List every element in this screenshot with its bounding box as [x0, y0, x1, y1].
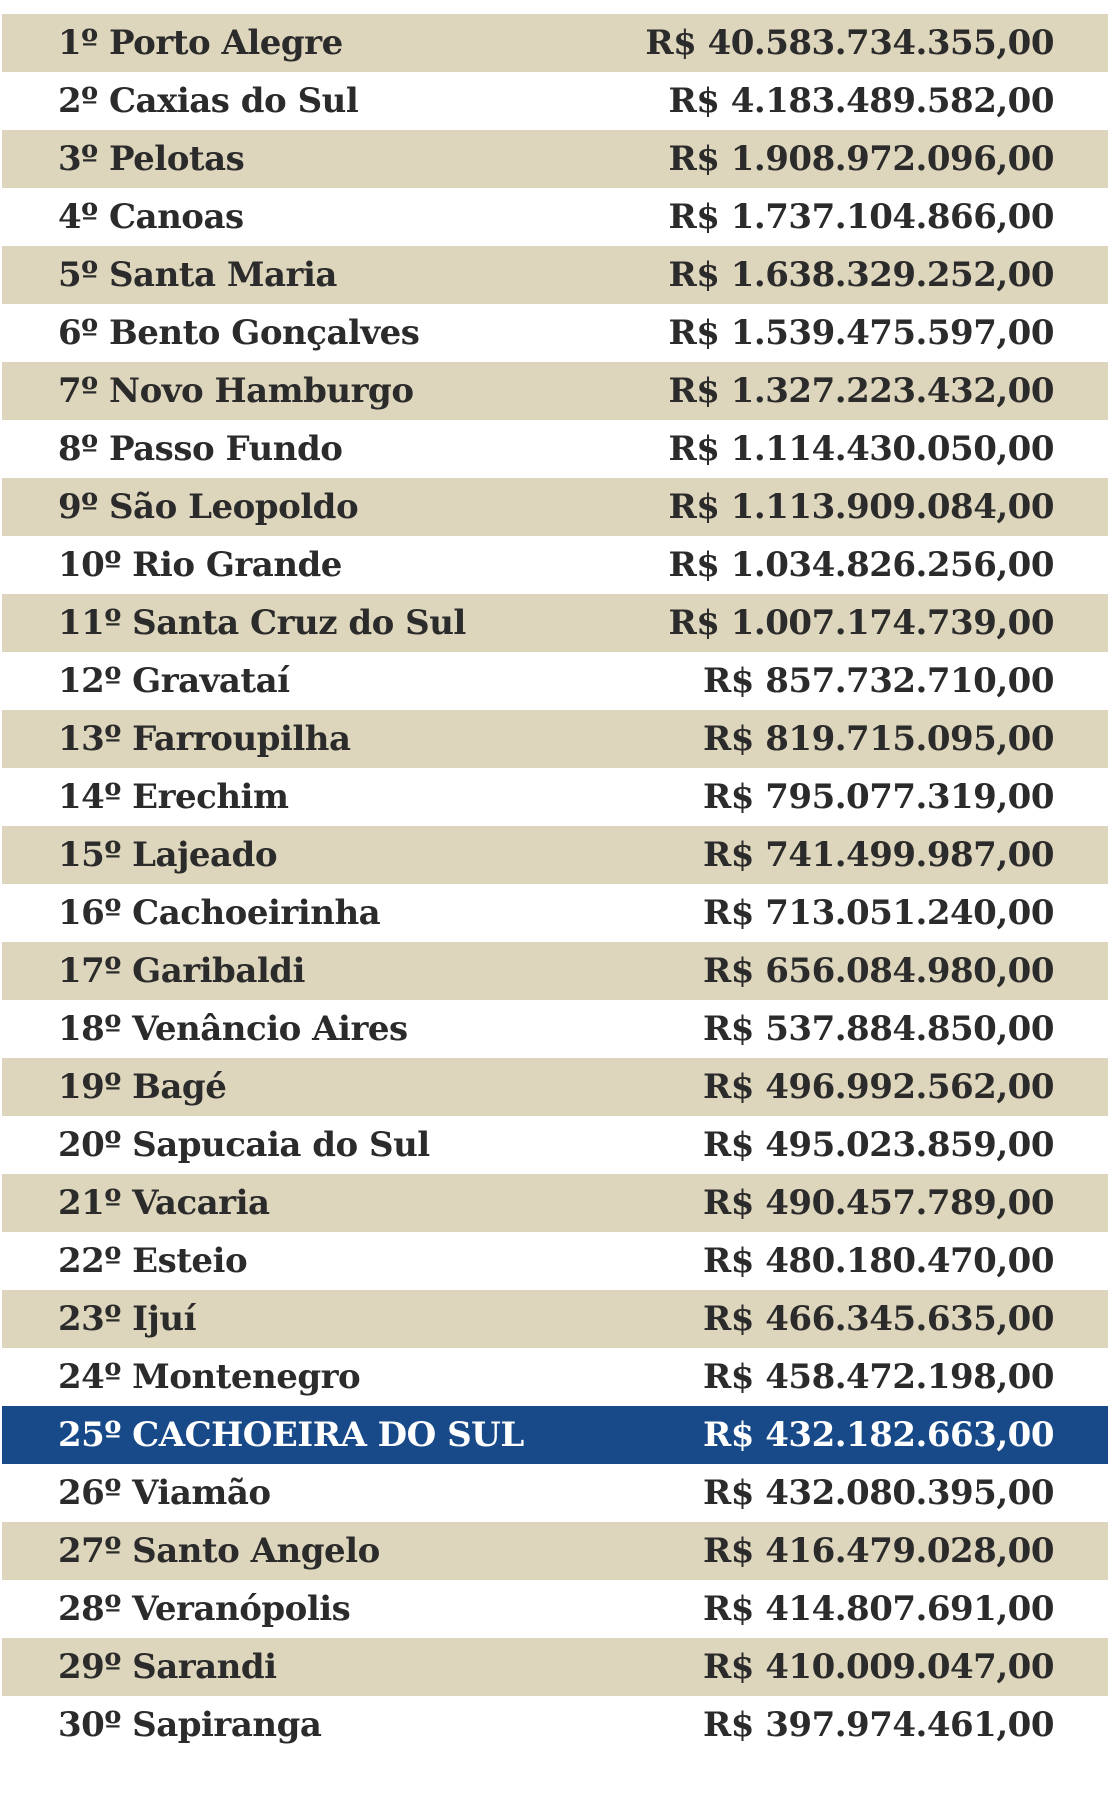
city-name: 24º Montenegro [58, 1357, 361, 1397]
city-value: R$ 40.583.734.355,00 [645, 23, 1054, 63]
city-value: R$ 1.114.430.050,00 [668, 429, 1054, 469]
city-name: 8º Passo Fundo [58, 429, 343, 469]
city-name: 13º Farroupilha [58, 719, 351, 759]
city-value: R$ 416.479.028,00 [703, 1531, 1054, 1571]
city-value: R$ 432.182.663,00 [703, 1415, 1054, 1455]
city-value: R$ 414.807.691,00 [703, 1589, 1054, 1629]
table-row [2, 652, 1108, 710]
table-row [2, 130, 1108, 188]
city-name: 29º Sarandi [58, 1647, 277, 1687]
city-name: 30º Sapiranga [58, 1705, 322, 1745]
city-name: 28º Veranópolis [58, 1589, 351, 1629]
city-name: 27º Santo Angelo [58, 1531, 380, 1571]
city-name: 16º Cachoeirinha [58, 893, 381, 933]
city-name: 9º São Leopoldo [58, 487, 359, 527]
city-name: 7º Novo Hamburgo [58, 371, 414, 411]
table-row [2, 1638, 1108, 1696]
city-name: 6º Bento Gonçalves [58, 313, 420, 353]
table-row [2, 246, 1108, 304]
city-name: 3º Pelotas [58, 139, 245, 179]
table-row-highlighted [2, 1406, 1108, 1464]
city-value: R$ 490.457.789,00 [703, 1183, 1054, 1223]
city-name: 20º Sapucaia do Sul [58, 1125, 430, 1165]
city-value: R$ 857.732.710,00 [703, 661, 1054, 701]
city-name: 1º Porto Alegre [58, 23, 343, 63]
ranking-table [2, 14, 1108, 1754]
city-value: R$ 741.499.987,00 [703, 835, 1054, 875]
table-row [2, 1464, 1108, 1522]
table-row [2, 1232, 1108, 1290]
city-name: 25º CACHOEIRA DO SUL [58, 1415, 524, 1455]
city-value: R$ 4.183.489.582,00 [668, 81, 1054, 121]
city-value: R$ 713.051.240,00 [703, 893, 1054, 933]
city-name: 12º Gravataí [58, 661, 290, 701]
city-value: R$ 1.638.329.252,00 [668, 255, 1054, 295]
table-row [2, 594, 1108, 652]
table-row [2, 1058, 1108, 1116]
table-row [2, 1174, 1108, 1232]
table-row [2, 710, 1108, 768]
city-value: R$ 495.023.859,00 [703, 1125, 1054, 1165]
city-value: R$ 458.472.198,00 [703, 1357, 1054, 1397]
city-name: 18º Venâncio Aires [58, 1009, 408, 1049]
city-value: R$ 1.007.174.739,00 [668, 603, 1054, 643]
city-name: 26º Viamão [58, 1473, 271, 1513]
city-name: 10º Rio Grande [58, 545, 342, 585]
table-row [2, 14, 1108, 72]
city-name: 17º Garibaldi [58, 951, 305, 991]
city-value: R$ 1.539.475.597,00 [668, 313, 1054, 353]
city-value: R$ 410.009.047,00 [703, 1647, 1054, 1687]
table-row [2, 942, 1108, 1000]
city-value: R$ 656.084.980,00 [703, 951, 1054, 991]
city-value: R$ 1.113.909.084,00 [668, 487, 1054, 527]
city-name: 22º Esteio [58, 1241, 248, 1281]
city-value: R$ 397.974.461,00 [703, 1705, 1054, 1745]
table-row [2, 420, 1108, 478]
city-name: 23º Ijuí [58, 1299, 196, 1339]
city-name: 2º Caxias do Sul [58, 81, 359, 121]
city-value: R$ 496.992.562,00 [703, 1067, 1054, 1107]
city-name: 15º Lajeado [58, 835, 278, 875]
table-row [2, 1116, 1108, 1174]
table-row [2, 1000, 1108, 1058]
city-name: 11º Santa Cruz do Sul [58, 603, 466, 643]
table-row [2, 362, 1108, 420]
city-name: 5º Santa Maria [58, 255, 337, 295]
city-value: R$ 1.034.826.256,00 [668, 545, 1054, 585]
table-row [2, 72, 1108, 130]
city-name: 14º Erechim [58, 777, 289, 817]
city-value: R$ 432.080.395,00 [703, 1473, 1054, 1513]
city-value: R$ 1.908.972.096,00 [668, 139, 1054, 179]
table-row [2, 536, 1108, 594]
city-name: 21º Vacaria [58, 1183, 270, 1223]
city-value: R$ 1.327.223.432,00 [668, 371, 1054, 411]
table-row [2, 304, 1108, 362]
table-row [2, 1522, 1108, 1580]
table-row [2, 768, 1108, 826]
city-value: R$ 537.884.850,00 [703, 1009, 1054, 1049]
table-row [2, 1696, 1108, 1754]
table-row [2, 188, 1108, 246]
table-row [2, 1290, 1108, 1348]
table-row [2, 826, 1108, 884]
city-name: 19º Bagé [58, 1067, 227, 1107]
city-value: R$ 795.077.319,00 [703, 777, 1054, 817]
city-value: R$ 466.345.635,00 [703, 1299, 1054, 1339]
city-value: R$ 819.715.095,00 [703, 719, 1054, 759]
table-row [2, 884, 1108, 942]
table-row [2, 478, 1108, 536]
city-name: 4º Canoas [58, 197, 244, 237]
table-row [2, 1348, 1108, 1406]
city-value: R$ 1.737.104.866,00 [668, 197, 1054, 237]
table-row [2, 1580, 1108, 1638]
city-value: R$ 480.180.470,00 [703, 1241, 1054, 1281]
